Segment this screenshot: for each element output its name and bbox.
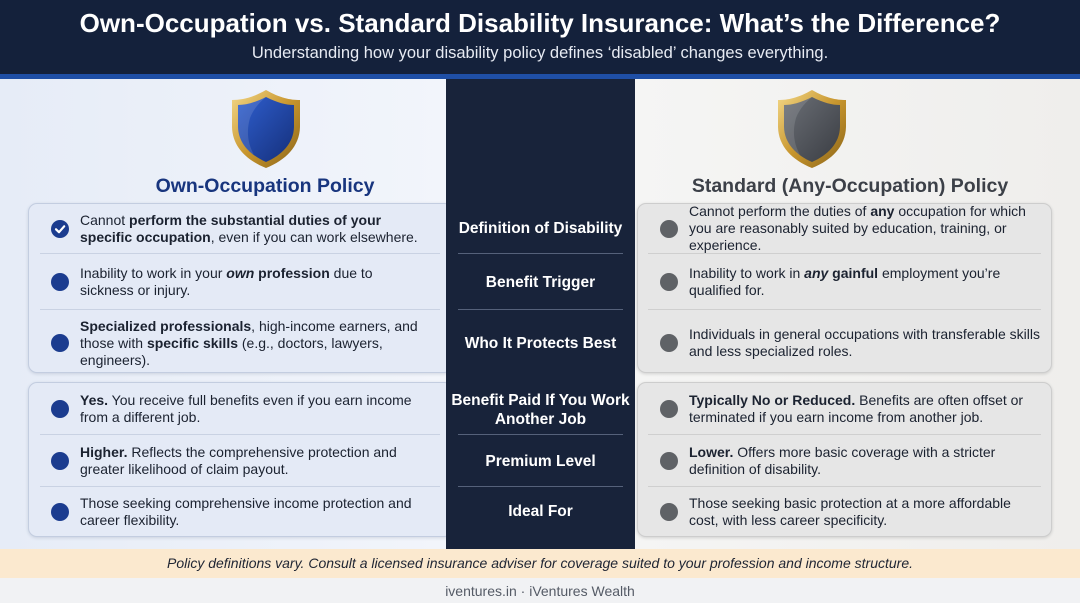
dot-icon: [660, 400, 678, 418]
standard-policy-row: [637, 203, 1052, 253]
dot-icon: [51, 452, 69, 470]
own-occupation-row: [28, 311, 438, 375]
own-occupation-row: [28, 385, 438, 432]
standard-policy-row: [637, 489, 1052, 534]
row-description: Cannot perform the duties of any occupation for which you are reasonably suited by education, training, or experience.: [689, 203, 1026, 253]
row-description: Lower. Offers more basic coverage with a stricter definition of disability.: [689, 444, 996, 477]
row-divider: [40, 486, 440, 487]
row-description: Cannot perform the substantial duties of your specific occupation, even if you can work elsewhere.: [80, 211, 418, 245]
row-divider: [648, 486, 1041, 487]
dot-icon: [51, 334, 69, 352]
criteria-divider: [458, 309, 623, 310]
standard-policy-row: [637, 437, 1052, 485]
row-divider: [40, 253, 440, 254]
own-occupation-row: [28, 489, 438, 534]
criteria-label: Benefit Paid If You Work Another Job: [451, 391, 630, 428]
standard-policy-row: [637, 256, 1052, 308]
page-title: Own-Occupation vs. Standard Disability Insurance: What’s the Difference?: [79, 8, 1001, 38]
criteria-divider: [458, 434, 623, 435]
own-occupation-heading: Own-Occupation Policy: [155, 175, 375, 197]
own-occupation-row: [28, 437, 438, 485]
row-description: Inability to work in your own profession due to sickness or injury.: [80, 265, 373, 298]
row-description: Those seeking comprehensive income protection and career flexibility.: [80, 494, 412, 528]
page-subtitle: Understanding how your disability policy defines ‘disabled’ changes everything.: [251, 44, 829, 62]
criteria-label: Premium Level: [485, 452, 596, 470]
row-description: Specialized professionals, high-income earners, and those with specific skills (e.g., doctors, lawyers, engineers).: [80, 317, 418, 368]
disclaimer-note: Policy definitions vary. Consult a licensed insurance adviser for coverage suited to your profession and income structure.: [0, 549, 1080, 578]
standard-policy-heading: Standard (Any-Occupation) Policy: [691, 175, 1009, 197]
dot-icon: [51, 503, 69, 521]
check-circle-icon: [51, 220, 69, 238]
criteria-label: Benefit Trigger: [485, 273, 596, 291]
row-description: Typically No or Reduced. Benefits are often offset or terminated if you earn income from another job.: [689, 391, 1024, 425]
standard-policy-row: [637, 311, 1052, 375]
row-description: Individuals in general occupations with transferable skills and less specialized roles.: [689, 326, 1040, 359]
row-divider: [40, 434, 440, 435]
standard-policy-row: [637, 385, 1052, 432]
row-description: Those seeking basic protection at a more affordable cost, with less career specificity.: [689, 494, 1011, 528]
criteria-divider: [458, 253, 623, 254]
dot-icon: [660, 220, 678, 238]
criteria-label: Who It Protects Best: [464, 334, 617, 352]
dot-icon: [660, 452, 678, 470]
row-description: Inability to work in any gainful employment you’re qualified for.: [689, 265, 1001, 298]
source-credit: iventures.in · iVentures Wealth: [0, 578, 1080, 603]
row-divider: [40, 309, 440, 310]
shield-icon-blue: [228, 88, 304, 170]
row-description: Yes. You receive full benefits even if you earn income from a different job.: [80, 391, 412, 425]
own-occupation-row: [28, 256, 438, 308]
dot-icon: [51, 400, 69, 418]
dot-icon: [660, 503, 678, 521]
dot-icon: [660, 273, 678, 291]
row-description: Higher. Reflects the comprehensive protection and greater likelihood of claim payout.: [80, 444, 397, 477]
dot-icon: [660, 334, 678, 352]
criteria-label: Definition of Disability: [458, 220, 623, 237]
header-banner: [0, 0, 1080, 74]
dot-icon: [51, 273, 69, 291]
shield-icon-gray: [774, 88, 850, 170]
own-occupation-row: [28, 207, 438, 250]
row-divider: [648, 434, 1041, 435]
criteria-label: Ideal For: [508, 503, 573, 520]
row-divider: [648, 309, 1041, 310]
row-divider: [648, 253, 1041, 254]
criteria-divider: [458, 486, 623, 487]
